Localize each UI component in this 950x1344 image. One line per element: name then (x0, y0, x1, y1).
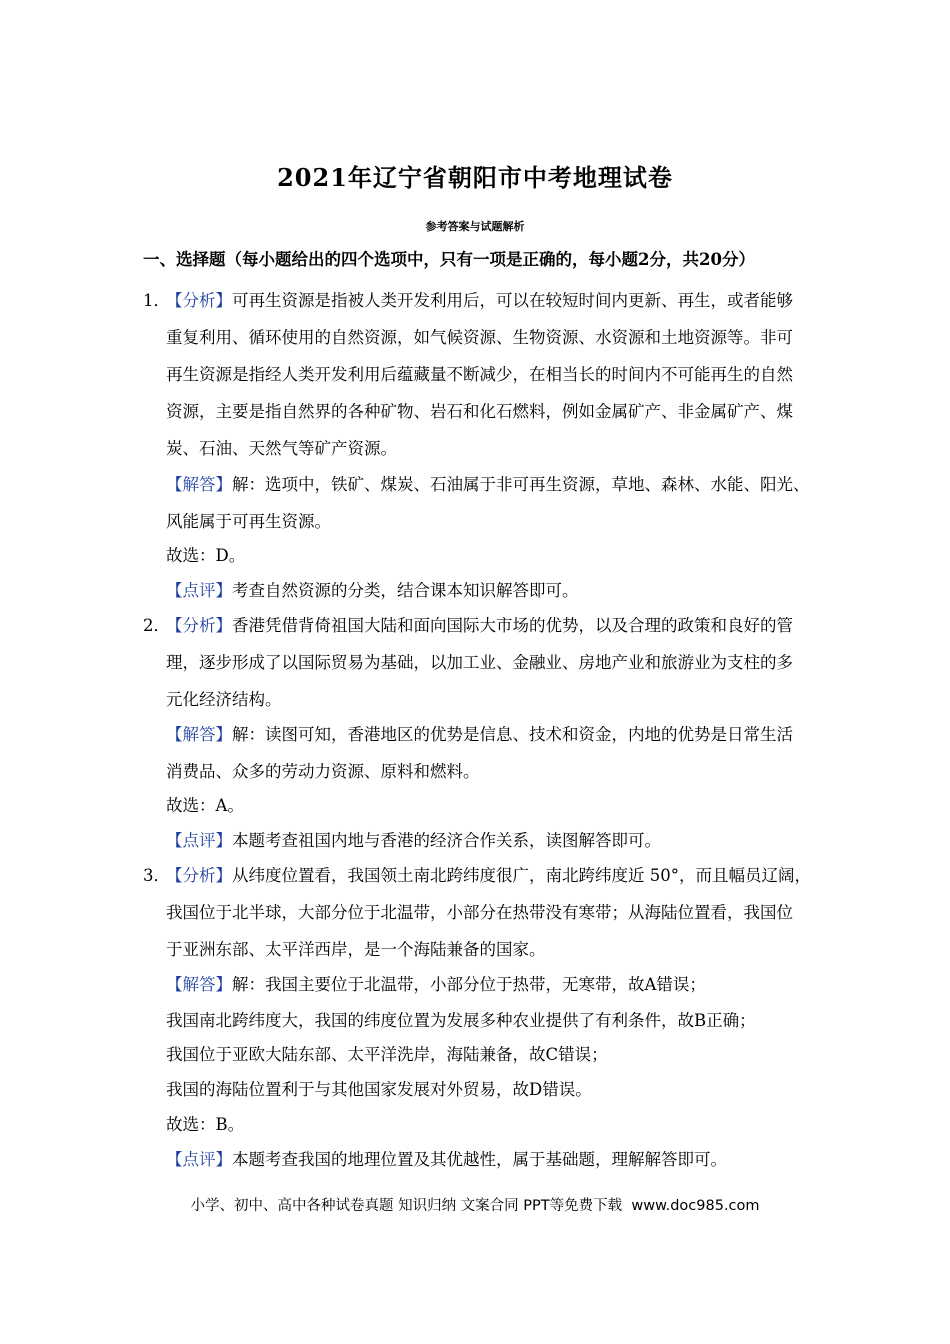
question-3-comment: 【点评】本题考查我国的地理位置及其优越性，属于基础题，理解解答即可。 (166, 1150, 727, 1169)
question-1-answer-line: 【解答】解：选项中，铁矿、煤炭、石油属于非可再生资源，草地、森林、水能、阳光、 (166, 475, 810, 494)
question-3-answer-line: 我国的海陆位置利于与其他国家发展对外贸易，故D错误。 (166, 1080, 592, 1099)
question-3-answer-line: 【解答】解：我国主要位于北温带，小部分位于热带，无寒带，故A错误； (166, 975, 706, 994)
question-1-analysis-line: 重复利用、循环使用的自然资源，如气候资源、生物资源、水资源和土地资源等。非可 (166, 328, 793, 347)
answer-tag: 【解答】 (166, 725, 232, 744)
question-3-analysis-line: 我国位于北半球，大部分位于北温带，小部分在热带没有寒带；从海陆位置看，我国位 (166, 903, 793, 922)
question-3-answer-line: 我国南北跨纬度大，我国的纬度位置为发展多种农业提供了有利条件，故B正确； (166, 1011, 756, 1030)
question-1-analysis-line: 资源，主要是指自然界的各种矿物、岩石和化石燃料，例如金属矿产、非金属矿产、煤 (166, 402, 793, 421)
question-2-number: 2． (143, 616, 170, 635)
section-heading: 一、选择题（每小题给出的四个选项中，只有一项是正确的，每小题2分，共20分） (143, 250, 755, 269)
question-2-analysis-line: 【分析】香港凭借背倚祖国大陆和面向国际大市场的优势，以及合理的政策和良好的管 (166, 616, 793, 635)
question-2-choice: 故选：A。 (166, 796, 244, 815)
comment-tag: 【点评】 (166, 581, 232, 600)
comment-tag: 【点评】 (166, 831, 232, 850)
question-2-answer-line: 消费品、众多的劳动力资源、原料和燃料。 (166, 762, 480, 781)
analysis-tag: 【分析】 (166, 866, 232, 885)
answer-tag: 【解答】 (166, 475, 232, 494)
question-3-answer-line: 我国位于亚欧大陆东部、太平洋洗岸，海陆兼备，故C错误； (166, 1045, 608, 1064)
comment-tag: 【点评】 (166, 1150, 232, 1169)
question-1-analysis-line: 炭、石油、天然气等矿产资源。 (166, 439, 397, 458)
question-2-comment: 【点评】本题考查祖国内地与香港的经济合作关系，读图解答即可。 (166, 831, 661, 850)
question-2-answer-line: 【解答】解：读图可知，香港地区的优势是信息、技术和资金，内地的优势是日常生活 (166, 725, 793, 744)
question-1-analysis-line: 再生资源是指经人类开发利用后蕴藏量不断减少，在相当长的时间内不可能再生的自然 (166, 365, 793, 384)
page-footer (0, 1194, 950, 1215)
page-subtitle: 参考答案与试题解析 (425, 220, 525, 233)
analysis-tag: 【分析】 (166, 291, 232, 310)
question-3-analysis-line: 【分析】从纬度位置看，我国领土南北跨纬度很广，南北跨纬度近 50°，而且幅员辽阔， (166, 866, 811, 885)
question-3-analysis-line: 于亚洲东部、太平洋西岸，是一个海陆兼备的国家。 (166, 940, 546, 959)
analysis-tag: 【分析】 (166, 616, 232, 635)
question-2-analysis-line: 理，逐步形成了以国际贸易为基础，以加工业、金融业、房地产业和旅游业为支柱的多 (166, 653, 793, 672)
question-2-analysis-line: 元化经济结构。 (166, 690, 282, 709)
question-1-answer-line: 风能属于可再生资源。 (166, 512, 331, 531)
question-1-choice: 故选：D。 (166, 546, 246, 565)
question-1-number: 1． (143, 291, 170, 310)
footer-url[interactable]: www.doc985.com (631, 1198, 760, 1214)
page-title: 2021年辽宁省朝阳市中考地理试卷 (277, 163, 673, 192)
question-1-comment: 【点评】考查自然资源的分类，结合课本知识解答即可。 (166, 581, 579, 600)
footer-text: 小学、初中、高中各种试卷真题 知识归纳 文案合同 PPT等免费下载 (190, 1198, 623, 1214)
answer-tag: 【解答】 (166, 975, 232, 994)
question-1-analysis-line: 【分析】可再生资源是指被人类开发利用后，可以在较短时间内更新、再生，或者能够 (166, 291, 793, 310)
question-3-number: 3． (143, 866, 170, 885)
question-3-choice: 故选：B。 (166, 1115, 245, 1134)
